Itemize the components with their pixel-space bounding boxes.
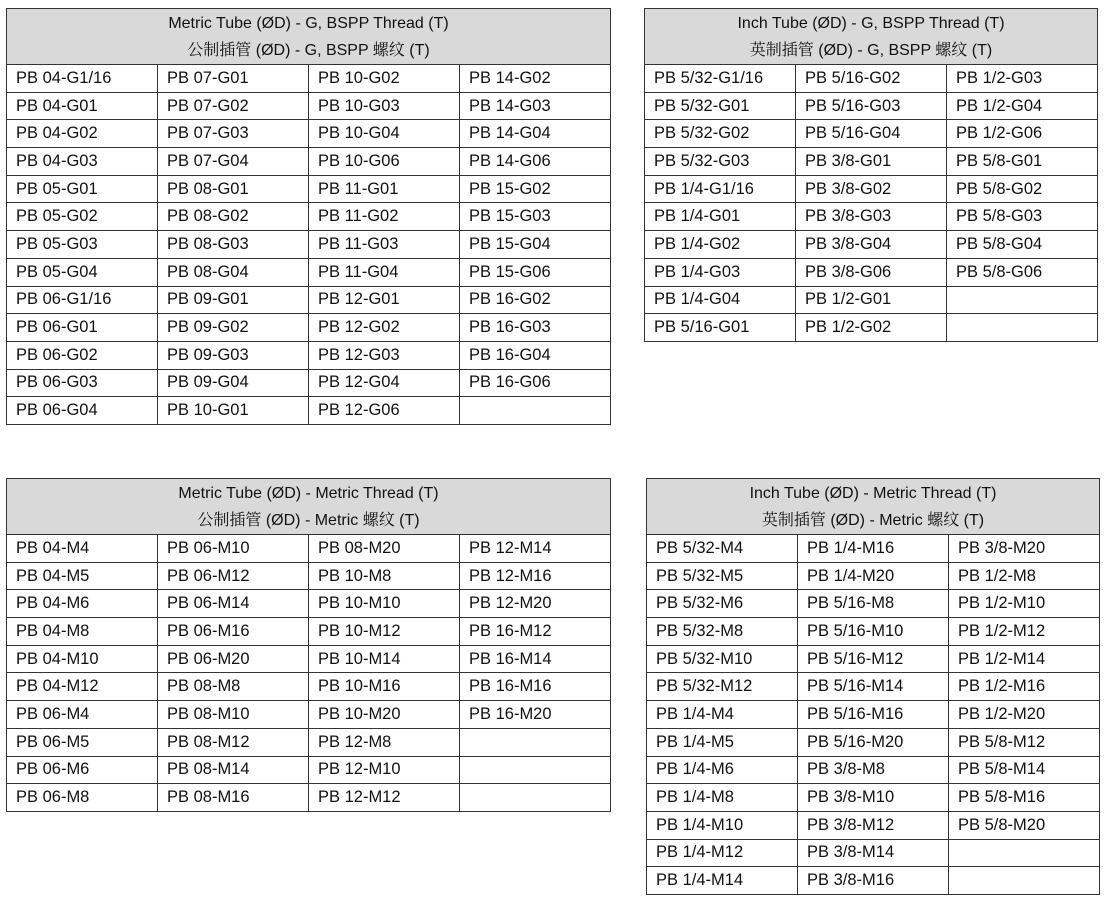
table-cell: PB 05-G04 (7, 258, 158, 286)
table-cell: PB 5/16-G01 (645, 314, 796, 342)
table-title-cn: 公制插管 (ØD) - Metric 螺纹 (T) (197, 511, 420, 529)
table-cell: PB 08-M8 (158, 673, 309, 701)
table-cell: PB 3/8-G02 (796, 175, 947, 203)
table-cell: PB 16-G02 (460, 286, 611, 314)
table-cell (460, 756, 611, 784)
table-cell: PB 3/8-M14 (798, 839, 949, 867)
table-title-cn: 公制插管 (ØD) - G, BSPP 螺纹 (T) (187, 41, 430, 59)
table-cell: PB 5/8-G04 (947, 231, 1098, 259)
table-row (7, 92, 611, 120)
table-cell: PB 1/4-M10 (647, 811, 798, 839)
table-cell: PB 10-G04 (309, 120, 460, 148)
table-cell: PB 08-G04 (158, 258, 309, 286)
table-cell: PB 1/4-M8 (647, 784, 798, 812)
table-row (7, 341, 611, 369)
table-cell: PB 16-M20 (460, 701, 611, 729)
table-cell: PB 11-G04 (309, 258, 460, 286)
table-cell: PB 07-G02 (158, 92, 309, 120)
table-cell: PB 08-G03 (158, 231, 309, 259)
table-cell: PB 5/8-M16 (949, 784, 1100, 812)
table-cell: PB 1/4-G04 (645, 286, 796, 314)
table-cell (947, 314, 1098, 342)
table-cell: PB 06-G03 (7, 369, 158, 397)
table-cell: PB 1/2-M12 (949, 618, 1100, 646)
table-title (645, 9, 1098, 65)
table-cell: PB 1/4-M14 (647, 867, 798, 895)
table-cell (460, 784, 611, 812)
table-cell: PB 3/8-M8 (798, 756, 949, 784)
table-cell: PB 1/4-M12 (647, 839, 798, 867)
table-cell: PB 5/16-M8 (798, 590, 949, 618)
table-cell: PB 10-M8 (309, 562, 460, 590)
table-cell: PB 11-G03 (309, 231, 460, 259)
table-cell: PB 1/2-G03 (947, 65, 1098, 93)
table-cell: PB 12-M20 (460, 590, 611, 618)
table-cell: PB 5/16-M20 (798, 728, 949, 756)
table-cell: PB 1/2-M10 (949, 590, 1100, 618)
table-cell: PB 04-G03 (7, 148, 158, 176)
table-row (645, 314, 1098, 342)
table-cell: PB 14-G03 (460, 92, 611, 120)
table-cell: PB 5/16-G03 (796, 92, 947, 120)
table-cell: PB 06-M8 (7, 784, 158, 812)
table-cell: PB 08-M10 (158, 701, 309, 729)
table-row (7, 203, 611, 231)
table-cell: PB 07-G01 (158, 65, 309, 93)
table-cell: PB 15-G06 (460, 258, 611, 286)
table-cell: PB 04-M4 (7, 535, 158, 563)
table-cell: PB 5/32-M4 (647, 535, 798, 563)
table-cell: PB 10-G06 (309, 148, 460, 176)
table-cell: PB 1/2-G02 (796, 314, 947, 342)
table-cell: PB 10-G02 (309, 65, 460, 93)
table-cell: PB 5/8-M12 (949, 728, 1100, 756)
table-row (647, 728, 1100, 756)
table-title-cn: 英制插管 (ØD) - G, BSPP 螺纹 (T) (749, 41, 993, 59)
table-cell: PB 09-G01 (158, 286, 309, 314)
table-row (7, 314, 611, 342)
table-row (7, 645, 611, 673)
table-cell: PB 06-M10 (158, 535, 309, 563)
table-cell: PB 06-M4 (7, 701, 158, 729)
table-row (7, 120, 611, 148)
table-row (647, 839, 1100, 867)
table-header-row (7, 479, 611, 535)
table-row (645, 203, 1098, 231)
table-cell: PB 5/32-M6 (647, 590, 798, 618)
inch-tube-metric-thread-table (646, 478, 1100, 895)
table-row (647, 811, 1100, 839)
table-row (7, 65, 611, 93)
table-cell: PB 1/2-M16 (949, 673, 1100, 701)
table-cell: PB 08-G01 (158, 175, 309, 203)
table-cell: PB 10-M20 (309, 701, 460, 729)
table-row (647, 645, 1100, 673)
table-cell: PB 07-G03 (158, 120, 309, 148)
table-cell: PB 5/32-G03 (645, 148, 796, 176)
inch-tube-g-thread-table (644, 8, 1098, 342)
table-row (645, 65, 1098, 93)
table-cell: PB 16-G04 (460, 341, 611, 369)
table-row (7, 784, 611, 812)
table-cell: PB 1/4-M6 (647, 756, 798, 784)
table-cell: PB 04-M10 (7, 645, 158, 673)
table-cell: PB 5/8-G01 (947, 148, 1098, 176)
table-cell: PB 10-M14 (309, 645, 460, 673)
table-cell: PB 06-M6 (7, 756, 158, 784)
table-cell: PB 12-G03 (309, 341, 460, 369)
table-cell: PB 06-G02 (7, 341, 158, 369)
table-cell: PB 08-M14 (158, 756, 309, 784)
table-cell: PB 05-G02 (7, 203, 158, 231)
table-cell: PB 1/4-G03 (645, 258, 796, 286)
table-cell: PB 3/8-M12 (798, 811, 949, 839)
table-cell: PB 12-M12 (309, 784, 460, 812)
table-title-en: Inch Tube (ØD) - Metric Thread (T) (749, 484, 997, 502)
table-cell: PB 5/16-M14 (798, 673, 949, 701)
table-cell: PB 10-G01 (158, 397, 309, 425)
table-cell: PB 5/8-M20 (949, 811, 1100, 839)
table-cell: PB 3/8-M16 (798, 867, 949, 895)
table-cell (949, 839, 1100, 867)
table-cell: PB 16-M14 (460, 645, 611, 673)
table-cell: PB 16-G03 (460, 314, 611, 342)
table-cell: PB 1/2-M20 (949, 701, 1100, 729)
table-cell: PB 1/4-M16 (798, 535, 949, 563)
table-row (7, 728, 611, 756)
table-row (645, 148, 1098, 176)
table-cell: PB 09-G03 (158, 341, 309, 369)
table-cell: PB 5/32-M10 (647, 645, 798, 673)
table-cell: PB 5/32-M5 (647, 562, 798, 590)
table-cell: PB 04-G02 (7, 120, 158, 148)
table-row (7, 148, 611, 176)
table-cell: PB 10-M12 (309, 618, 460, 646)
table-cell: PB 1/4-M4 (647, 701, 798, 729)
table-cell: PB 1/4-G01 (645, 203, 796, 231)
table-row (7, 397, 611, 425)
table-cell: PB 06-M12 (158, 562, 309, 590)
table-cell: PB 12-M14 (460, 535, 611, 563)
table-title (7, 479, 611, 535)
table-row (645, 286, 1098, 314)
table-cell: PB 1/2-G04 (947, 92, 1098, 120)
table-title-en: Metric Tube (ØD) - Metric Thread (T) (178, 484, 439, 502)
table-cell: PB 04-M5 (7, 562, 158, 590)
table-cell: PB 16-G06 (460, 369, 611, 397)
table-cell: PB 5/32-G01 (645, 92, 796, 120)
table-title (647, 479, 1100, 535)
table-cell: PB 08-G02 (158, 203, 309, 231)
table-cell: PB 5/16-G04 (796, 120, 947, 148)
table-cell: PB 3/8-M10 (798, 784, 949, 812)
table-title-en: Inch Tube (ØD) - G, BSPP Thread (T) (737, 14, 1005, 32)
table-cell: PB 11-G01 (309, 175, 460, 203)
table-cell: PB 06-M14 (158, 590, 309, 618)
table-cell: PB 04-M12 (7, 673, 158, 701)
table-header-row (645, 9, 1098, 65)
table-cell: PB 05-G01 (7, 175, 158, 203)
table-cell: PB 1/4-M20 (798, 562, 949, 590)
table-cell: PB 3/8-M20 (949, 535, 1100, 563)
table-cell (460, 728, 611, 756)
table-cell: PB 3/8-G04 (796, 231, 947, 259)
table-row (7, 618, 611, 646)
table-cell: PB 1/2-G01 (796, 286, 947, 314)
table-cell: PB 14-G06 (460, 148, 611, 176)
table-cell: PB 04-G1/16 (7, 65, 158, 93)
table-cell: PB 04-M6 (7, 590, 158, 618)
table-row (645, 92, 1098, 120)
table-cell: PB 5/8-M14 (949, 756, 1100, 784)
table-header-row (7, 9, 611, 65)
table-row (645, 231, 1098, 259)
table-row (645, 175, 1098, 203)
table-row (7, 590, 611, 618)
table-row (7, 231, 611, 259)
table-cell: PB 1/4-G1/16 (645, 175, 796, 203)
table-cell: PB 12-G01 (309, 286, 460, 314)
table-cell: PB 15-G03 (460, 203, 611, 231)
table-row (7, 369, 611, 397)
table-cell: PB 07-G04 (158, 148, 309, 176)
table-cell: PB 11-G02 (309, 203, 460, 231)
table-cell: PB 08-M12 (158, 728, 309, 756)
table-row (647, 701, 1100, 729)
table-cell: PB 5/8-G02 (947, 175, 1098, 203)
table-cell: PB 5/32-M12 (647, 673, 798, 701)
table-title-en: Metric Tube (ØD) - G, BSPP Thread (T) (168, 14, 449, 32)
table-cell: PB 06-G04 (7, 397, 158, 425)
table-cell: PB 10-M10 (309, 590, 460, 618)
metric-tube-g-thread-table (6, 8, 611, 425)
table-cell: PB 14-G04 (460, 120, 611, 148)
table-cell: PB 3/8-G06 (796, 258, 947, 286)
table-cell: PB 09-G04 (158, 369, 309, 397)
table-cell (947, 286, 1098, 314)
table-row (647, 590, 1100, 618)
table-cell: PB 5/8-G06 (947, 258, 1098, 286)
table-row (7, 562, 611, 590)
table-row (645, 258, 1098, 286)
table-header-row (647, 479, 1100, 535)
table-cell: PB 1/2-M14 (949, 645, 1100, 673)
table-cell: PB 5/16-M16 (798, 701, 949, 729)
table-cell: PB 06-G1/16 (7, 286, 158, 314)
table-cell: PB 04-G01 (7, 92, 158, 120)
table-row (647, 618, 1100, 646)
table-cell: PB 06-M16 (158, 618, 309, 646)
table-cell: PB 5/16-M10 (798, 618, 949, 646)
metric-tube-metric-thread-table (6, 478, 611, 812)
table-row (7, 175, 611, 203)
table-cell: PB 06-G01 (7, 314, 158, 342)
table-cell: PB 05-G03 (7, 231, 158, 259)
table-row (647, 673, 1100, 701)
table-row (647, 562, 1100, 590)
table-row (645, 120, 1098, 148)
table-cell (460, 397, 611, 425)
table-cell: PB 08-M20 (309, 535, 460, 563)
table-cell: PB 15-G04 (460, 231, 611, 259)
table-cell: PB 5/32-G1/16 (645, 65, 796, 93)
table-cell: PB 12-M8 (309, 728, 460, 756)
table-cell (949, 867, 1100, 895)
table-cell: PB 12-G02 (309, 314, 460, 342)
table-row (647, 867, 1100, 895)
table-cell: PB 1/4-M5 (647, 728, 798, 756)
table-cell: PB 3/8-G03 (796, 203, 947, 231)
table-cell: PB 04-M8 (7, 618, 158, 646)
table-cell: PB 1/2-G06 (947, 120, 1098, 148)
table-cell: PB 1/2-M8 (949, 562, 1100, 590)
table-cell: PB 5/8-G03 (947, 203, 1098, 231)
table-cell: PB 1/4-G02 (645, 231, 796, 259)
table-cell: PB 12-M10 (309, 756, 460, 784)
table-cell: PB 5/32-M8 (647, 618, 798, 646)
table-cell: PB 06-M20 (158, 645, 309, 673)
table-row (7, 756, 611, 784)
table-cell: PB 16-M12 (460, 618, 611, 646)
table-title (7, 9, 611, 65)
table-row (7, 286, 611, 314)
table-cell: PB 12-M16 (460, 562, 611, 590)
table-cell: PB 5/16-M12 (798, 645, 949, 673)
table-cell: PB 10-G03 (309, 92, 460, 120)
table-row (7, 673, 611, 701)
table-row (647, 784, 1100, 812)
table-cell: PB 08-M16 (158, 784, 309, 812)
table-cell: PB 5/16-G02 (796, 65, 947, 93)
table-title-cn: 英制插管 (ØD) - Metric 螺纹 (T) (761, 511, 985, 529)
table-cell: PB 06-M5 (7, 728, 158, 756)
table-row (7, 258, 611, 286)
table-row (7, 701, 611, 729)
table-cell: PB 12-G04 (309, 369, 460, 397)
table-cell: PB 10-M16 (309, 673, 460, 701)
table-cell: PB 16-M16 (460, 673, 611, 701)
table-cell: PB 09-G02 (158, 314, 309, 342)
table-cell: PB 14-G02 (460, 65, 611, 93)
table-cell: PB 12-G06 (309, 397, 460, 425)
table-row (647, 535, 1100, 563)
table-row (7, 535, 611, 563)
table-cell: PB 3/8-G01 (796, 148, 947, 176)
table-cell: PB 5/32-G02 (645, 120, 796, 148)
table-row (647, 756, 1100, 784)
table-cell: PB 15-G02 (460, 175, 611, 203)
